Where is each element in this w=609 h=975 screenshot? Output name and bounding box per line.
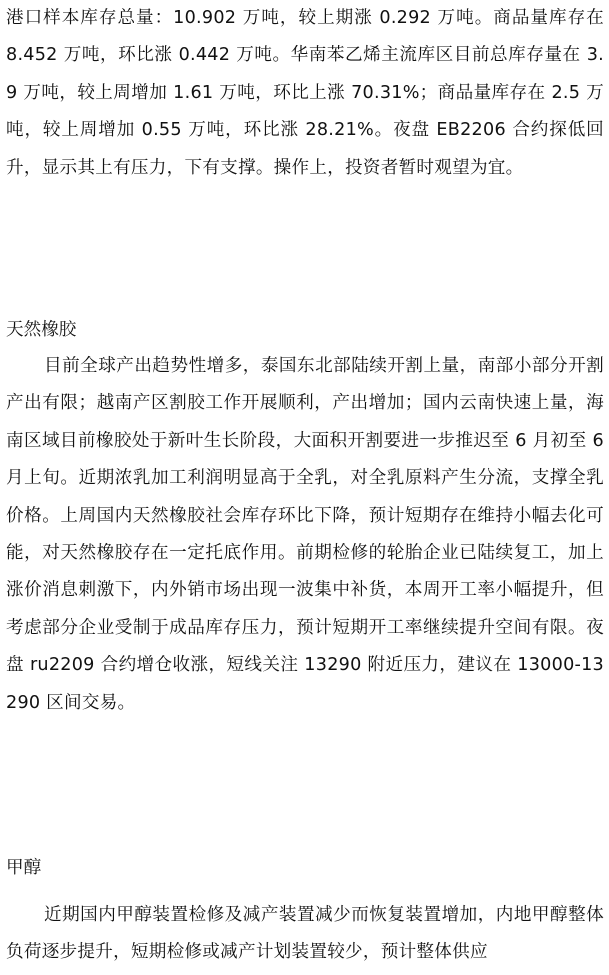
styrene-inventory-paragraph: 港口样本库存总量：10.902 万吨，较上期涨 0.292 万吨。商品量库存在 8.452 万吨，环比涨 0.442 万吨。华南苯乙烯主流库区目前总库存量在 3.9 万吨，较上周增加 1.61 万吨，环比上涨 70.31%；商品量库存在 2.5 万吨，较上周增加 0.55 万吨，环比涨 28.21%。夜盘 EB2206 合约探低回升，显示其上有压力，下有支撑。操作上，投资者暂时观望为宜。 bbox=[6, 8, 604, 178]
methanol-heading: 甲醇 bbox=[6, 858, 42, 878]
natural-rubber-heading: 天然橡胶 bbox=[6, 320, 77, 340]
methanol-paragraph: 近期国内甲醇装置检修及减产装置减少而恢复装置增加，内地甲醇整体负荷逐步提升，短期检修或减产计划装置较少，预计整体供应 bbox=[6, 905, 604, 963]
natural-rubber-paragraph: 目前全球产出趋势性增多，泰国东北部陆续开割上量，南部小部分开割产出有限；越南产区割胶工作开展顺利，产出增加；国内云南快速上量，海南区域目前橡胶处于新叶生长阶段，大面积开割要进一步推迟至 6 月初至 6 月上旬。近期浓乳加工利润明显高于全乳，对全乳原料产生分流，支撑全乳价格。上周国内天然橡胶社会库存环比下降，预计短期存在维持小幅去化可能，对天然橡胶存在一定托底作用。前期检修的轮胎企业已陆续复工，加上涨价消息刺激下，内外销市场出现一波集中补货，本周开工率小幅提升，但考虑部分企业受制于成品库存压力，预计短期开工率继续提升空间有限。夜盘 ru2209 合约增仓收涨，短线关注 13290 附近压力，建议在 13000-13290 区间交易。 bbox=[6, 356, 604, 713]
